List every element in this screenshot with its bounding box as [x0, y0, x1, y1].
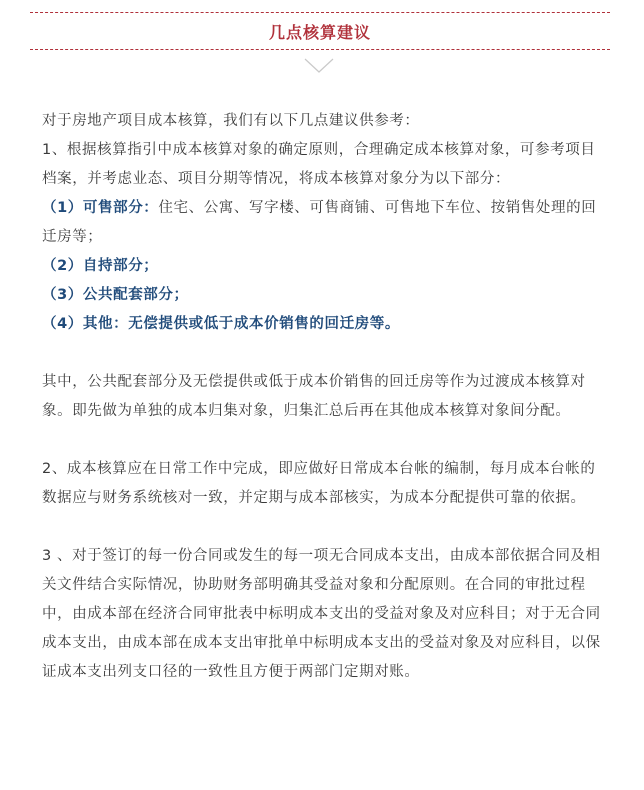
header-top-divider [30, 12, 610, 13]
list-item-text: 住宅、公寓、写字楼、可售商铺、可售地下车位、按销售处理的回迁房等； [42, 200, 597, 245]
list-item-saleable [42, 194, 608, 252]
list-item-self-held [42, 252, 608, 281]
list-item-label: （4）其他：无偿提供或低于成本价销售的回迁房等。 [42, 316, 400, 332]
section-header [30, 12, 610, 50]
paragraph-spacer [42, 426, 608, 455]
header-bottom-divider [30, 49, 610, 50]
list-item-label: （3）公共配套部分； [42, 287, 189, 303]
point-3-paragraph: 3 、对于签订的每一份合同或发生的每一项无合同成本支出，由成本部依据合同及相关文件结合实际情况，协助财务部明确其受益对象和分配原则。在合同的审批过程中，由成本部在经济合同审批表中标明成本支出的受益对象及对应科目；对于无合同成本支出，由成本部在成本支出审批单中标明成本支出的受益对象及对应科目，以保证成本支出列支口径的一致性且方便于两部门定期对账。 [42, 548, 601, 680]
intro-paragraph: 对于房地产项目成本核算，我们有以下几点建议供参考： [42, 113, 420, 129]
paragraph-spacer [42, 339, 608, 368]
section-title: 几点核算建议 [268, 23, 371, 42]
paragraph-spacer [42, 513, 608, 542]
transition-paragraph: 其中，公共配套部分及无偿提供或低于成本价销售的回迁房等作为过渡成本核算对象。即先做为单独的成本归集对象，归集汇总后再在其他成本核算对象间分配。 [42, 374, 586, 419]
list-item-label: （2）自持部分； [42, 258, 159, 274]
chevron-down-icon [304, 58, 334, 74]
list-item-public-facilities [42, 281, 608, 310]
article-body [42, 107, 608, 687]
point-1-paragraph: 1、根据核算指引中成本核算对象的确定原则，合理确定成本核算对象，可参考项目档案，并考虑业态、项目分期等情况，将成本核算对象分为以下部分： [42, 142, 596, 187]
list-item-other [42, 310, 608, 339]
list-item-label: （1）可售部分： [42, 200, 159, 216]
point-2-paragraph: 2、成本核算应在日常工作中完成，即应做好日常成本台帐的编制，每月成本台帐的数据应与财务系统核对一致，并定期与成本部核实，为成本分配提供可靠的依据。 [42, 461, 596, 506]
